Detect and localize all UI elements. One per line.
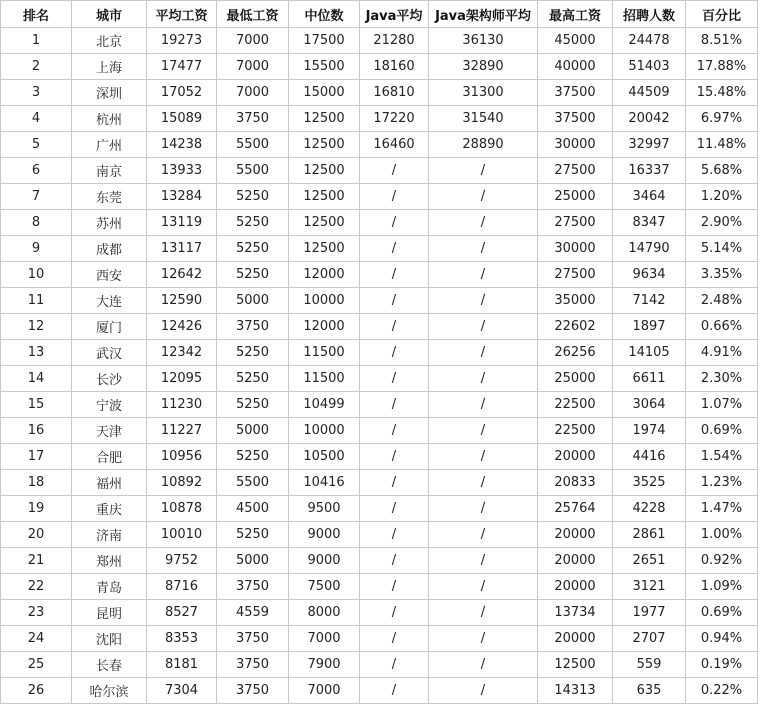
cell-java-avg: 16810	[360, 80, 429, 106]
cell-avg-salary: 11230	[147, 392, 217, 418]
cell-min-salary: 3750	[217, 678, 289, 704]
cell-median: 12500	[289, 210, 360, 236]
cell-avg-salary: 17052	[147, 80, 217, 106]
cell-java-avg: /	[360, 574, 429, 600]
cell-max-salary: 14313	[538, 678, 613, 704]
cell-percentage: 1.20%	[686, 184, 758, 210]
cell-min-salary: 5250	[217, 236, 289, 262]
cell-min-salary: 7000	[217, 54, 289, 80]
cell-java-architect-avg: /	[429, 314, 538, 340]
cell-max-salary: 20000	[538, 444, 613, 470]
cell-java-avg: /	[360, 314, 429, 340]
cell-java-architect-avg: /	[429, 262, 538, 288]
cell-max-salary: 27500	[538, 158, 613, 184]
cell-avg-salary: 13933	[147, 158, 217, 184]
cell-city: 郑州	[72, 548, 147, 574]
cell-city: 哈尔滨	[72, 678, 147, 704]
cell-hiring-count: 16337	[613, 158, 686, 184]
cell-java-architect-avg: 32890	[429, 54, 538, 80]
cell-median: 10000	[289, 418, 360, 444]
cell-max-salary: 40000	[538, 54, 613, 80]
cell-percentage: 8.51%	[686, 28, 758, 54]
table-row	[1, 574, 758, 600]
table-row	[1, 288, 758, 314]
cell-rank: 25	[1, 652, 72, 678]
cell-hiring-count: 2651	[613, 548, 686, 574]
cell-avg-salary: 14238	[147, 132, 217, 158]
cell-rank: 22	[1, 574, 72, 600]
cell-min-salary: 5250	[217, 262, 289, 288]
cell-java-architect-avg: /	[429, 184, 538, 210]
cell-hiring-count: 2707	[613, 626, 686, 652]
cell-min-salary: 7000	[217, 28, 289, 54]
cell-avg-salary: 12590	[147, 288, 217, 314]
cell-min-salary: 5250	[217, 340, 289, 366]
cell-hiring-count: 1897	[613, 314, 686, 340]
cell-avg-salary: 12642	[147, 262, 217, 288]
cell-median: 7900	[289, 652, 360, 678]
cell-avg-salary: 8181	[147, 652, 217, 678]
column-header-avg-salary: 平均工资	[147, 1, 217, 28]
cell-java-avg: /	[360, 288, 429, 314]
cell-max-salary: 27500	[538, 262, 613, 288]
cell-avg-salary: 11227	[147, 418, 217, 444]
table-row	[1, 28, 758, 54]
cell-city: 厦门	[72, 314, 147, 340]
cell-avg-salary: 19273	[147, 28, 217, 54]
cell-java-avg: /	[360, 626, 429, 652]
cell-percentage: 0.69%	[686, 418, 758, 444]
cell-avg-salary: 17477	[147, 54, 217, 80]
table-row	[1, 158, 758, 184]
table-row	[1, 626, 758, 652]
cell-percentage: 2.30%	[686, 366, 758, 392]
cell-max-salary: 37500	[538, 80, 613, 106]
cell-percentage: 5.68%	[686, 158, 758, 184]
cell-hiring-count: 7142	[613, 288, 686, 314]
cell-java-architect-avg: /	[429, 470, 538, 496]
table-row	[1, 210, 758, 236]
cell-java-avg: /	[360, 470, 429, 496]
table-row	[1, 496, 758, 522]
cell-min-salary: 5500	[217, 132, 289, 158]
cell-max-salary: 22500	[538, 418, 613, 444]
cell-avg-salary: 12342	[147, 340, 217, 366]
cell-median: 12500	[289, 106, 360, 132]
cell-min-salary: 3750	[217, 106, 289, 132]
cell-rank: 5	[1, 132, 72, 158]
cell-java-architect-avg: /	[429, 626, 538, 652]
cell-java-avg: /	[360, 210, 429, 236]
cell-percentage: 17.88%	[686, 54, 758, 80]
cell-hiring-count: 635	[613, 678, 686, 704]
cell-median: 8000	[289, 600, 360, 626]
table-row	[1, 678, 758, 704]
cell-min-salary: 5250	[217, 444, 289, 470]
cell-max-salary: 26256	[538, 340, 613, 366]
cell-java-architect-avg: 28890	[429, 132, 538, 158]
cell-hiring-count: 8347	[613, 210, 686, 236]
cell-max-salary: 25764	[538, 496, 613, 522]
cell-rank: 20	[1, 522, 72, 548]
cell-min-salary: 4500	[217, 496, 289, 522]
cell-max-salary: 30000	[538, 236, 613, 262]
cell-avg-salary: 13119	[147, 210, 217, 236]
cell-percentage: 0.66%	[686, 314, 758, 340]
cell-min-salary: 5000	[217, 418, 289, 444]
cell-median: 10500	[289, 444, 360, 470]
cell-java-avg: /	[360, 678, 429, 704]
cell-java-avg: 16460	[360, 132, 429, 158]
cell-percentage: 1.47%	[686, 496, 758, 522]
cell-rank: 24	[1, 626, 72, 652]
cell-median: 9000	[289, 522, 360, 548]
cell-city: 广州	[72, 132, 147, 158]
cell-median: 10499	[289, 392, 360, 418]
cell-avg-salary: 10878	[147, 496, 217, 522]
table-body	[1, 28, 758, 704]
cell-median: 11500	[289, 340, 360, 366]
cell-median: 7500	[289, 574, 360, 600]
cell-java-avg: /	[360, 236, 429, 262]
table-row	[1, 236, 758, 262]
cell-percentage: 15.48%	[686, 80, 758, 106]
cell-median: 9500	[289, 496, 360, 522]
cell-java-avg: /	[360, 548, 429, 574]
cell-min-salary: 7000	[217, 80, 289, 106]
cell-java-architect-avg: /	[429, 444, 538, 470]
column-header-median: 中位数	[289, 1, 360, 28]
cell-max-salary: 37500	[538, 106, 613, 132]
cell-avg-salary: 12095	[147, 366, 217, 392]
table-row	[1, 340, 758, 366]
cell-min-salary: 3750	[217, 314, 289, 340]
cell-java-architect-avg: 36130	[429, 28, 538, 54]
cell-city: 西安	[72, 262, 147, 288]
cell-rank: 21	[1, 548, 72, 574]
cell-city: 长春	[72, 652, 147, 678]
cell-hiring-count: 44509	[613, 80, 686, 106]
cell-java-avg: /	[360, 184, 429, 210]
cell-rank: 12	[1, 314, 72, 340]
cell-rank: 17	[1, 444, 72, 470]
cell-percentage: 11.48%	[686, 132, 758, 158]
column-header-city: 城市	[72, 1, 147, 28]
table-row	[1, 106, 758, 132]
cell-max-salary: 25000	[538, 366, 613, 392]
cell-max-salary: 22500	[538, 392, 613, 418]
cell-percentage: 0.69%	[686, 600, 758, 626]
cell-rank: 19	[1, 496, 72, 522]
cell-max-salary: 35000	[538, 288, 613, 314]
cell-hiring-count: 559	[613, 652, 686, 678]
cell-median: 12500	[289, 184, 360, 210]
cell-city: 合肥	[72, 444, 147, 470]
table-row	[1, 470, 758, 496]
table-header	[1, 1, 758, 28]
table-row	[1, 366, 758, 392]
cell-hiring-count: 1974	[613, 418, 686, 444]
cell-java-architect-avg: /	[429, 678, 538, 704]
cell-median: 12500	[289, 132, 360, 158]
cell-java-avg: 17220	[360, 106, 429, 132]
cell-rank: 16	[1, 418, 72, 444]
cell-max-salary: 25000	[538, 184, 613, 210]
cell-city: 东莞	[72, 184, 147, 210]
cell-city: 成都	[72, 236, 147, 262]
cell-median: 11500	[289, 366, 360, 392]
cell-city: 大连	[72, 288, 147, 314]
table-row	[1, 444, 758, 470]
cell-median: 12000	[289, 314, 360, 340]
cell-min-salary: 4559	[217, 600, 289, 626]
cell-percentage: 1.00%	[686, 522, 758, 548]
cell-rank: 8	[1, 210, 72, 236]
cell-city: 青岛	[72, 574, 147, 600]
table-row	[1, 418, 758, 444]
cell-avg-salary: 10892	[147, 470, 217, 496]
column-header-max-salary: 最高工资	[538, 1, 613, 28]
cell-percentage: 0.19%	[686, 652, 758, 678]
cell-min-salary: 5000	[217, 548, 289, 574]
cell-avg-salary: 9752	[147, 548, 217, 574]
cell-min-salary: 5500	[217, 470, 289, 496]
cell-hiring-count: 9634	[613, 262, 686, 288]
cell-median: 10416	[289, 470, 360, 496]
cell-max-salary: 20000	[538, 626, 613, 652]
cell-rank: 4	[1, 106, 72, 132]
table-row	[1, 184, 758, 210]
cell-city: 深圳	[72, 80, 147, 106]
table-row	[1, 600, 758, 626]
table-row	[1, 652, 758, 678]
cell-percentage: 1.23%	[686, 470, 758, 496]
cell-city: 沈阳	[72, 626, 147, 652]
cell-median: 12500	[289, 158, 360, 184]
cell-java-avg: /	[360, 392, 429, 418]
cell-avg-salary: 8353	[147, 626, 217, 652]
cell-max-salary: 20000	[538, 548, 613, 574]
cell-min-salary: 5000	[217, 288, 289, 314]
cell-rank: 10	[1, 262, 72, 288]
cell-java-architect-avg: /	[429, 522, 538, 548]
cell-hiring-count: 14105	[613, 340, 686, 366]
table-row	[1, 548, 758, 574]
column-header-java-architect-avg: Java架构师平均	[429, 1, 538, 28]
cell-min-salary: 5250	[217, 184, 289, 210]
cell-hiring-count: 3525	[613, 470, 686, 496]
cell-hiring-count: 51403	[613, 54, 686, 80]
table-row	[1, 262, 758, 288]
cell-rank: 11	[1, 288, 72, 314]
cell-city: 杭州	[72, 106, 147, 132]
cell-java-architect-avg: /	[429, 340, 538, 366]
cell-java-avg: 18160	[360, 54, 429, 80]
cell-java-architect-avg: /	[429, 496, 538, 522]
cell-city: 长沙	[72, 366, 147, 392]
cell-avg-salary: 8716	[147, 574, 217, 600]
cell-median: 7000	[289, 626, 360, 652]
cell-hiring-count: 3121	[613, 574, 686, 600]
cell-min-salary: 3750	[217, 652, 289, 678]
cell-min-salary: 5250	[217, 392, 289, 418]
cell-percentage: 1.54%	[686, 444, 758, 470]
cell-hiring-count: 3064	[613, 392, 686, 418]
cell-hiring-count: 6611	[613, 366, 686, 392]
cell-java-avg: 21280	[360, 28, 429, 54]
cell-java-avg: /	[360, 418, 429, 444]
cell-hiring-count: 24478	[613, 28, 686, 54]
cell-min-salary: 5500	[217, 158, 289, 184]
cell-max-salary: 20833	[538, 470, 613, 496]
cell-java-architect-avg: /	[429, 236, 538, 262]
column-header-percentage: 百分比	[686, 1, 758, 28]
table-row	[1, 522, 758, 548]
column-header-min-salary: 最低工资	[217, 1, 289, 28]
cell-min-salary: 5250	[217, 522, 289, 548]
cell-avg-salary: 7304	[147, 678, 217, 704]
header-row	[1, 1, 758, 28]
cell-max-salary: 30000	[538, 132, 613, 158]
cell-java-architect-avg: 31300	[429, 80, 538, 106]
cell-java-architect-avg: /	[429, 288, 538, 314]
column-header-java-avg: Java平均	[360, 1, 429, 28]
cell-city: 北京	[72, 28, 147, 54]
cell-hiring-count: 20042	[613, 106, 686, 132]
cell-rank: 3	[1, 80, 72, 106]
cell-percentage: 1.09%	[686, 574, 758, 600]
cell-city: 昆明	[72, 600, 147, 626]
cell-city: 上海	[72, 54, 147, 80]
cell-median: 15000	[289, 80, 360, 106]
cell-rank: 2	[1, 54, 72, 80]
cell-rank: 13	[1, 340, 72, 366]
table-row	[1, 314, 758, 340]
cell-java-architect-avg: /	[429, 210, 538, 236]
cell-java-avg: /	[360, 600, 429, 626]
cell-java-architect-avg: /	[429, 158, 538, 184]
cell-java-avg: /	[360, 158, 429, 184]
cell-median: 12500	[289, 236, 360, 262]
cell-java-avg: /	[360, 262, 429, 288]
cell-rank: 6	[1, 158, 72, 184]
cell-min-salary: 3750	[217, 626, 289, 652]
cell-java-avg: /	[360, 496, 429, 522]
cell-hiring-count: 4416	[613, 444, 686, 470]
cell-percentage: 2.90%	[686, 210, 758, 236]
cell-rank: 14	[1, 366, 72, 392]
cell-avg-salary: 15089	[147, 106, 217, 132]
cell-city: 苏州	[72, 210, 147, 236]
cell-avg-salary: 8527	[147, 600, 217, 626]
cell-java-architect-avg: /	[429, 418, 538, 444]
table-row	[1, 54, 758, 80]
cell-hiring-count: 1977	[613, 600, 686, 626]
cell-rank: 7	[1, 184, 72, 210]
cell-percentage: 0.22%	[686, 678, 758, 704]
cell-hiring-count: 14790	[613, 236, 686, 262]
cell-avg-salary: 13117	[147, 236, 217, 262]
cell-max-salary: 12500	[538, 652, 613, 678]
cell-max-salary: 20000	[538, 522, 613, 548]
cell-median: 17500	[289, 28, 360, 54]
cell-city: 南京	[72, 158, 147, 184]
cell-median: 12000	[289, 262, 360, 288]
cell-hiring-count: 2861	[613, 522, 686, 548]
cell-percentage: 1.07%	[686, 392, 758, 418]
table-row	[1, 80, 758, 106]
cell-percentage: 3.35%	[686, 262, 758, 288]
cell-java-architect-avg: /	[429, 574, 538, 600]
cell-max-salary: 27500	[538, 210, 613, 236]
cell-java-architect-avg: 31540	[429, 106, 538, 132]
cell-java-avg: /	[360, 366, 429, 392]
cell-median: 7000	[289, 678, 360, 704]
column-header-hiring-count: 招聘人数	[613, 1, 686, 28]
cell-avg-salary: 10956	[147, 444, 217, 470]
table-row	[1, 392, 758, 418]
cell-rank: 18	[1, 470, 72, 496]
cell-hiring-count: 4228	[613, 496, 686, 522]
cell-city: 天津	[72, 418, 147, 444]
cell-percentage: 4.91%	[686, 340, 758, 366]
cell-rank: 15	[1, 392, 72, 418]
cell-avg-salary: 12426	[147, 314, 217, 340]
cell-max-salary: 45000	[538, 28, 613, 54]
cell-city: 济南	[72, 522, 147, 548]
cell-java-avg: /	[360, 652, 429, 678]
cell-median: 15500	[289, 54, 360, 80]
table-row	[1, 132, 758, 158]
cell-min-salary: 5250	[217, 210, 289, 236]
cell-city: 福州	[72, 470, 147, 496]
cell-java-architect-avg: /	[429, 366, 538, 392]
cell-avg-salary: 13284	[147, 184, 217, 210]
cell-java-architect-avg: /	[429, 652, 538, 678]
cell-rank: 23	[1, 600, 72, 626]
cell-median: 9000	[289, 548, 360, 574]
cell-percentage: 0.92%	[686, 548, 758, 574]
cell-rank: 9	[1, 236, 72, 262]
cell-java-avg: /	[360, 444, 429, 470]
cell-java-architect-avg: /	[429, 392, 538, 418]
cell-java-avg: /	[360, 522, 429, 548]
cell-percentage: 6.97%	[686, 106, 758, 132]
cell-percentage: 2.48%	[686, 288, 758, 314]
cell-city: 重庆	[72, 496, 147, 522]
cell-hiring-count: 3464	[613, 184, 686, 210]
cell-city: 宁波	[72, 392, 147, 418]
cell-min-salary: 3750	[217, 574, 289, 600]
cell-percentage: 0.94%	[686, 626, 758, 652]
cell-max-salary: 13734	[538, 600, 613, 626]
cell-java-architect-avg: /	[429, 600, 538, 626]
cell-median: 10000	[289, 288, 360, 314]
cell-min-salary: 5250	[217, 366, 289, 392]
cell-hiring-count: 32997	[613, 132, 686, 158]
cell-avg-salary: 10010	[147, 522, 217, 548]
cell-max-salary: 20000	[538, 574, 613, 600]
cell-max-salary: 22602	[538, 314, 613, 340]
cell-percentage: 5.14%	[686, 236, 758, 262]
cell-rank: 1	[1, 28, 72, 54]
cell-city: 武汉	[72, 340, 147, 366]
cell-rank: 26	[1, 678, 72, 704]
cell-java-avg: /	[360, 340, 429, 366]
cell-java-architect-avg: /	[429, 548, 538, 574]
column-header-rank: 排名	[1, 1, 72, 28]
